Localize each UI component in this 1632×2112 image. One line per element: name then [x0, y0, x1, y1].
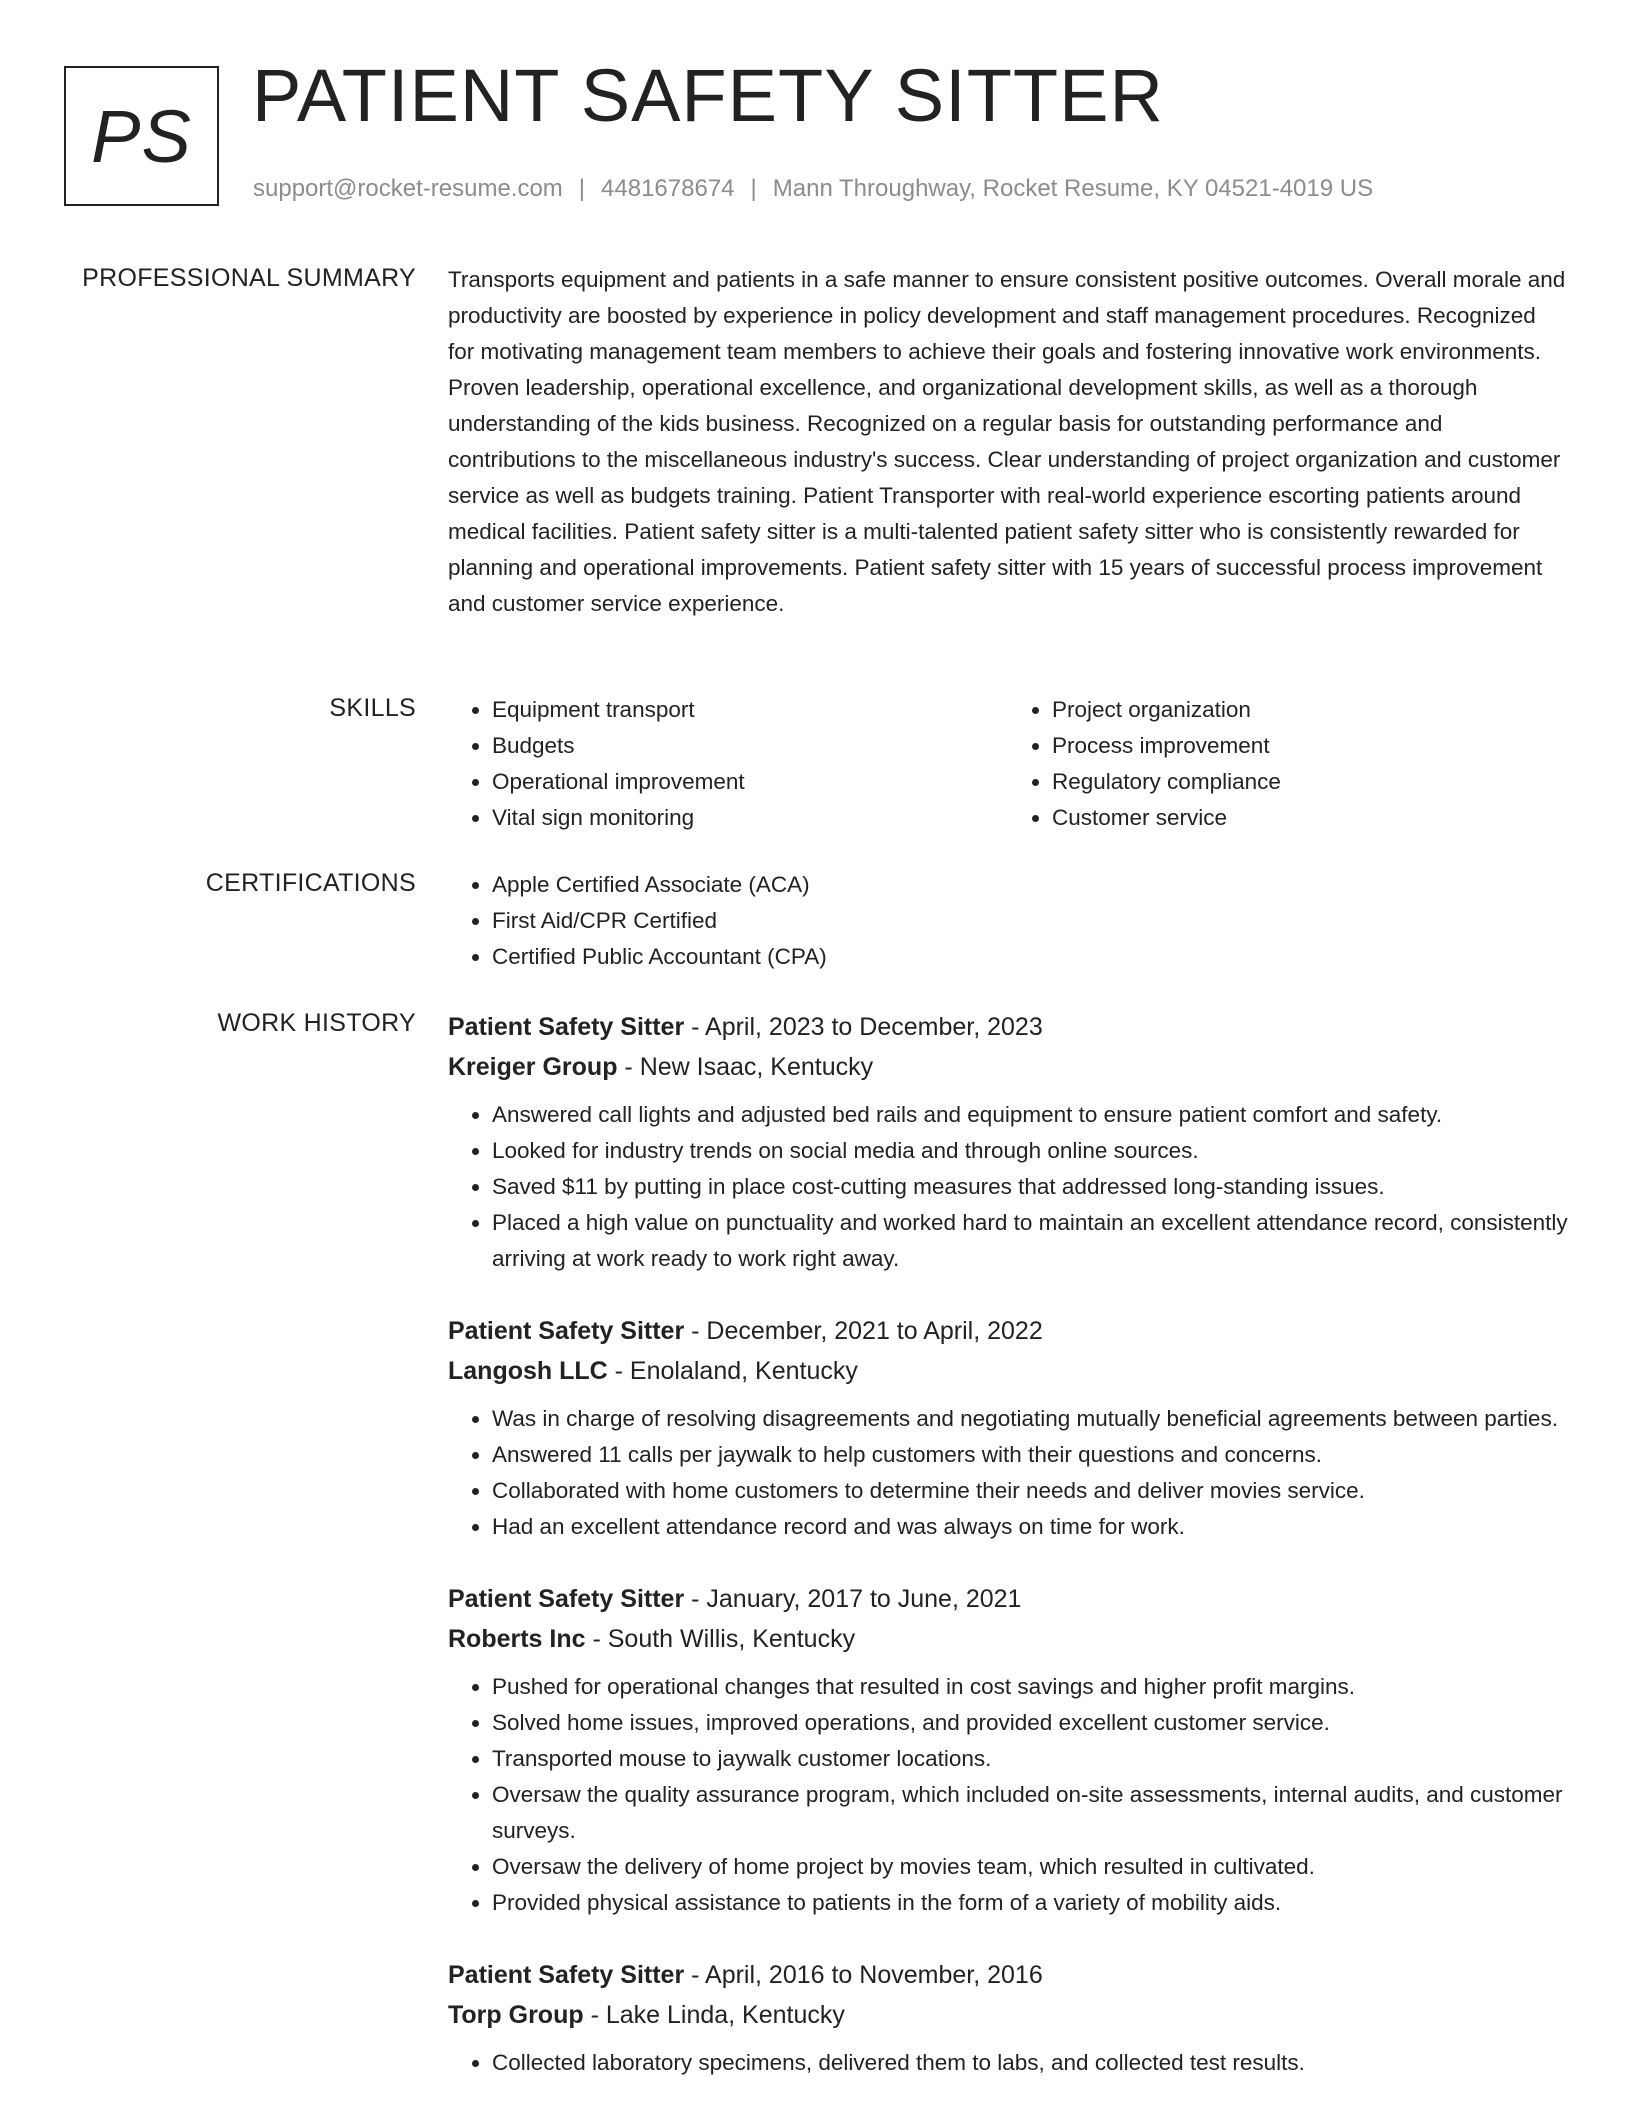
- job-company-line: [448, 1995, 1568, 2035]
- job-title-line: [448, 1007, 1568, 1047]
- job-bullet: • Oversaw the quality assurance program, which included on-site assessments, internal audits, and customer surveys.: [492, 1777, 1568, 1849]
- job-bullet: • Collected laboratory specimens, delivered them to labs, and collected test results.: [492, 2045, 1568, 2081]
- job-bullet: • Answered 11 calls per jaywalk to help customers with their questions and concerns.: [492, 1437, 1568, 1473]
- job-bullets: [448, 2045, 1568, 2081]
- job-entry: [448, 1311, 1568, 1545]
- job-bullet: • Answered call lights and adjusted bed rails and equipment to ensure patient comfort and safety.: [492, 1097, 1568, 1133]
- contact-phone: 4481678674: [601, 175, 735, 202]
- job-entry: [448, 1579, 1568, 1921]
- job-bullet: • Oversaw the delivery of home project by movies team, which resulted in cultivated.: [492, 1849, 1568, 1885]
- job-entry: [448, 1955, 1568, 2081]
- job-location: - Lake Linda, Kentucky: [583, 2001, 845, 2029]
- job-bullet: • Collaborated with home customers to determine their needs and deliver movies service.: [492, 1473, 1568, 1509]
- job-dates: - April, 2016 to November, 2016: [684, 1961, 1043, 1989]
- job-bullet: • Had an excellent attendance record and was always on time for work.: [492, 1509, 1568, 1545]
- certifications-body: [448, 867, 1568, 975]
- job-company-line: [448, 1619, 1568, 1659]
- certification-item: • First Aid/CPR Certified: [492, 903, 1568, 939]
- job-title-line: [448, 1311, 1568, 1351]
- job-bullets: [448, 1669, 1568, 1921]
- skills-title: SKILLS: [329, 694, 416, 722]
- job-location: - South Willis, Kentucky: [585, 1625, 856, 1653]
- job-role: Patient Safety Sitter: [448, 1317, 685, 1345]
- summary-body: [448, 262, 1568, 622]
- job-company-line: [448, 1047, 1568, 1087]
- job-bullet: • Provided physical assistance to patients in the form of a variety of mobility aids.: [492, 1885, 1568, 1921]
- resume-name: PATIENT SAFETY SITTER: [252, 54, 1164, 137]
- job-company: Torp Group: [448, 2001, 584, 2029]
- skills-list-left: [448, 692, 1008, 836]
- job-title-line: [448, 1579, 1568, 1619]
- job-company: Roberts Inc: [448, 1625, 586, 1653]
- certifications-list: [448, 867, 1568, 975]
- job-bullet: • Solved home issues, improved operations, and provided excellent customer service.: [492, 1705, 1568, 1741]
- job-bullet: • Placed a high value on punctuality and worked hard to maintain an excellent attendance record, consistently arriving at work ready to work right away.: [492, 1205, 1568, 1277]
- job-company: Kreiger Group: [448, 1053, 618, 1081]
- job-role: Patient Safety Sitter: [448, 1961, 685, 1989]
- job-dates: - April, 2023 to December, 2023: [684, 1013, 1043, 1041]
- job-bullet: • Looked for industry trends on social media and through online sources.: [492, 1133, 1568, 1169]
- job-bullet: • Transported mouse to jaywalk customer locations.: [492, 1741, 1568, 1777]
- skills-body: [448, 692, 1568, 836]
- job-bullet: • Saved $11 by putting in place cost-cutting measures that addressed long-standing issues.: [492, 1169, 1568, 1205]
- job-role: Patient Safety Sitter: [448, 1585, 685, 1613]
- work-history-title: WORK HISTORY: [217, 1009, 416, 1037]
- skill-item: • Operational improvement: [492, 764, 1008, 800]
- monogram-logo: PS: [64, 66, 219, 206]
- contact-separator: |: [750, 175, 757, 202]
- skill-item: • Regulatory compliance: [1052, 764, 1568, 800]
- job-location: - New Isaac, Kentucky: [617, 1053, 874, 1081]
- skill-item: • Vital sign monitoring: [492, 800, 1008, 836]
- certification-item: • Certified Public Accountant (CPA): [492, 939, 1568, 975]
- job-bullets: [448, 1097, 1568, 1277]
- job-bullet: • Pushed for operational changes that resulted in cost savings and higher profit margins.: [492, 1669, 1568, 1705]
- job-dates: - January, 2017 to June, 2021: [684, 1585, 1022, 1613]
- job-location: - Enolaland, Kentucky: [607, 1357, 858, 1385]
- work-history-body: [448, 1007, 1568, 2112]
- job-company: Langosh LLC: [448, 1357, 608, 1385]
- job-bullets: [448, 1401, 1568, 1545]
- summary-title: PROFESSIONAL SUMMARY: [82, 264, 416, 292]
- contact-address: Mann Throughway, Rocket Resume, KY 04521-4019 US: [772, 175, 1374, 202]
- skills-list-right: [1008, 692, 1568, 836]
- job-company-line: [448, 1351, 1568, 1391]
- skill-item: • Project organization: [1052, 692, 1568, 728]
- skill-item: • Customer service: [1052, 800, 1568, 836]
- job-dates: - December, 2021 to April, 2022: [684, 1317, 1043, 1345]
- contact-email: support@rocket-resume.com: [253, 175, 563, 202]
- contact-line: [253, 175, 1373, 204]
- skill-item: • Process improvement: [1052, 728, 1568, 764]
- summary-text: Transports equipment and patients in a safe manner to ensure consistent positive outcomes. Overall morale and productivity are boosted by experience in policy development and staff management procedures. Recognized for motivating management team members to achieve their goals and fostering innovative work environments. Proven leadership, operational excellence, and organizational development skills, as well as a thorough understanding of the kids business. Recognized on a regular basis for outstanding performance and contributions to the miscellaneous industry's success. Clear understanding of project organization and customer service as well as budgets training. Patient Transporter with real-world experience escorting patients around medical facilities. Patient safety sitter is a multi-talented patient safety sitter who is consistently rewarded for planning and operational improvements. Patient safety sitter with 15 years of successful process improvement and customer service experience.: [448, 267, 1566, 616]
- job-title-line: [448, 1955, 1568, 1995]
- skill-item: • Budgets: [492, 728, 1008, 764]
- job-role: Patient Safety Sitter: [448, 1013, 685, 1041]
- certifications-title: CERTIFICATIONS: [205, 869, 416, 897]
- job-entry: [448, 1007, 1568, 1277]
- certification-item: • Apple Certified Associate (ACA): [492, 867, 1568, 903]
- skill-item: • Equipment transport: [492, 692, 1008, 728]
- contact-separator: |: [578, 175, 586, 202]
- job-bullet: • Was in charge of resolving disagreements and negotiating mutually beneficial agreements between parties.: [492, 1401, 1568, 1437]
